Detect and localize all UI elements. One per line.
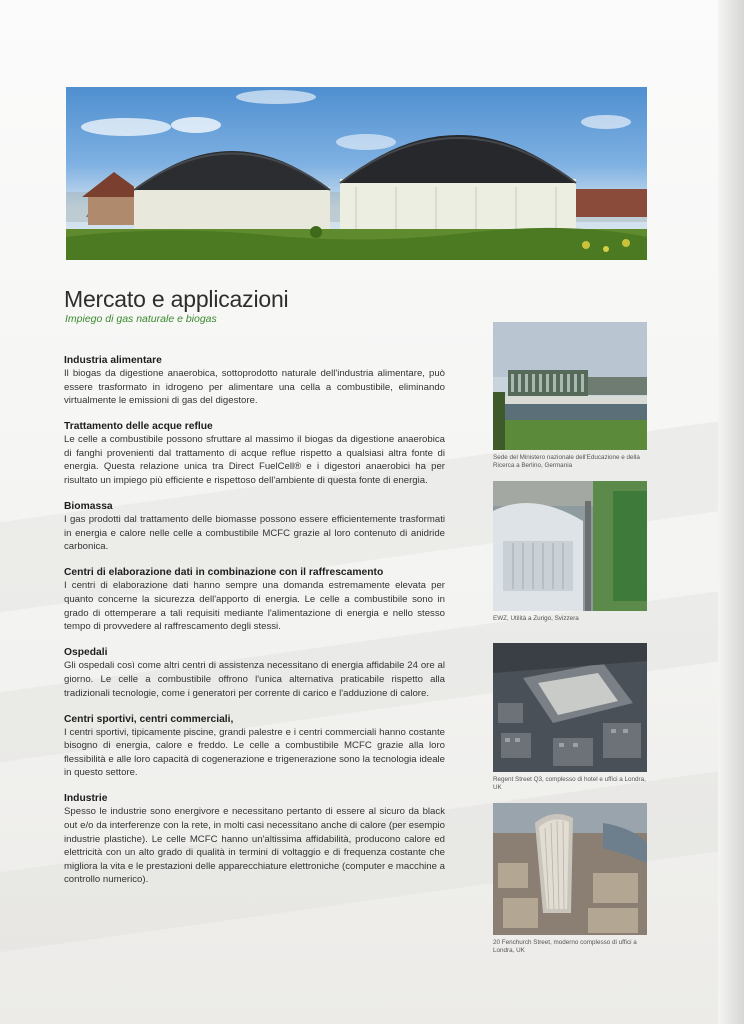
- page-edge: [718, 0, 744, 1024]
- photo-fenchurch-street: [493, 803, 647, 935]
- photo-caption: Regent Street Q3, complesso di hotel e uffici a Londra, UK: [493, 776, 646, 792]
- section-ospedali: [64, 646, 445, 700]
- section-heading: Centri di elaborazione dati in combinazione con il raffrescamento: [64, 567, 384, 579]
- photo-caption: EWZ, Utilità a Zurigo, Svizzera: [493, 615, 579, 622]
- section-body: Gli ospedali così come altri centri di assistenza necessitano di energia affidabile 24 ore al giorno. Le celle a combustibile offrono l'unica alternativa praticabile rispetto alla tradizionali tecnologie, come i generatori per corrente di carico e l'adduzione di calore.: [64, 660, 445, 699]
- section-industrie: [64, 792, 445, 887]
- section-heading: Industrie: [64, 793, 108, 805]
- section-centri-dati: [64, 566, 445, 633]
- section-body: Spesso le industrie sono energivore e necessitano pertanto di essere al sicuro da black out e/o da interferenze con la rete, in molti casi necessitano anche di calore (per esempio industrie plastiche). Le celle MCFC hanno un'altissima affidabilità, producono calore ed elettricità con un alto grado di qualità in termini di voltaggio e di frequenza costante che migliora la vita e le prestazioni delle apparecchiature elettroniche (computer e macchine a controllo numerico).: [64, 806, 445, 886]
- section-biomassa: [64, 500, 445, 554]
- photo-berlin-ministry: [493, 322, 647, 450]
- section-industria-alimentare: [64, 354, 445, 408]
- hero-photo-biogas-digesters: [66, 87, 647, 260]
- section-body: Il biogas da digestione anaerobica, sottoprodotto naturale dell'industria alimentare, può essere trasformato in idrogeno per alimentare una cella a combustibile, eliminando virtualmente le emissioni di gas del digestore.: [64, 368, 445, 407]
- page-title: Mercato e applicazioni: [64, 286, 289, 312]
- photo-regent-street: [493, 643, 647, 772]
- section-centri-sportivi: [64, 713, 445, 780]
- page-subtitle: Impiego di gas naturale e biogas: [65, 313, 217, 325]
- photo-ewz-zurich: [493, 481, 647, 611]
- section-heading: Centri sportivi, centri commerciali,: [64, 713, 234, 725]
- content-column: [64, 354, 445, 900]
- photo-caption: Sede del Ministero nazionale dell'Educazione e della Ricerca a Berlino, Germania: [493, 454, 640, 470]
- section-body: Le celle a combustibile possono sfruttare al massimo il biogas da digestione anaerobica di fanghi provenienti dal trattamento di acque reflue rispetto a qualsiasi altra fonte di energia. Questa relazione unica tra Direct FuelCell® e i digestori anaerobici ha per risultato un impiego più efficiente e rispettoso dell'ambiente di questa fonte di energia.: [64, 434, 445, 487]
- section-heading: Biomassa: [64, 501, 113, 513]
- section-heading: Trattamento delle acque reflue: [64, 421, 213, 433]
- photo-caption: 20 Fenchurch Street, moderno complesso di uffici a Londra, UK: [493, 939, 637, 955]
- section-body: I gas prodotti dal trattamento delle biomasse possono essere efficientemente trasformati in energia e calore nelle celle a combustibile MCFC grazie al loro contenuto di anidride carbonica.: [64, 514, 445, 553]
- section-heading: Industria alimentare: [64, 355, 162, 366]
- section-body: I centri di elaborazione dati hanno sempre una domanda estremamente elevata per quanto concerne la sicurezza dell'apporto di energia. Le celle a combustibile sono in grado di ottemperare a tali requisiti mediante l'alimentazione di energia e nello stesso tempo di provvedere al raffrescamento degli stessi.: [64, 580, 445, 633]
- section-heading: Ospedali: [64, 647, 108, 659]
- section-body: I centri sportivi, tipicamente piscine, grandi palestre e i centri commerciali hanno costante bisogno di energia, calore e freddo. Le celle a combustibile MCFC grazie alla loro flessibilità e alle loro capacità di cogenerazione e trigenerazione sono la tecnologia ideale in questo settore.: [64, 726, 445, 779]
- section-acque-reflue: [64, 420, 445, 487]
